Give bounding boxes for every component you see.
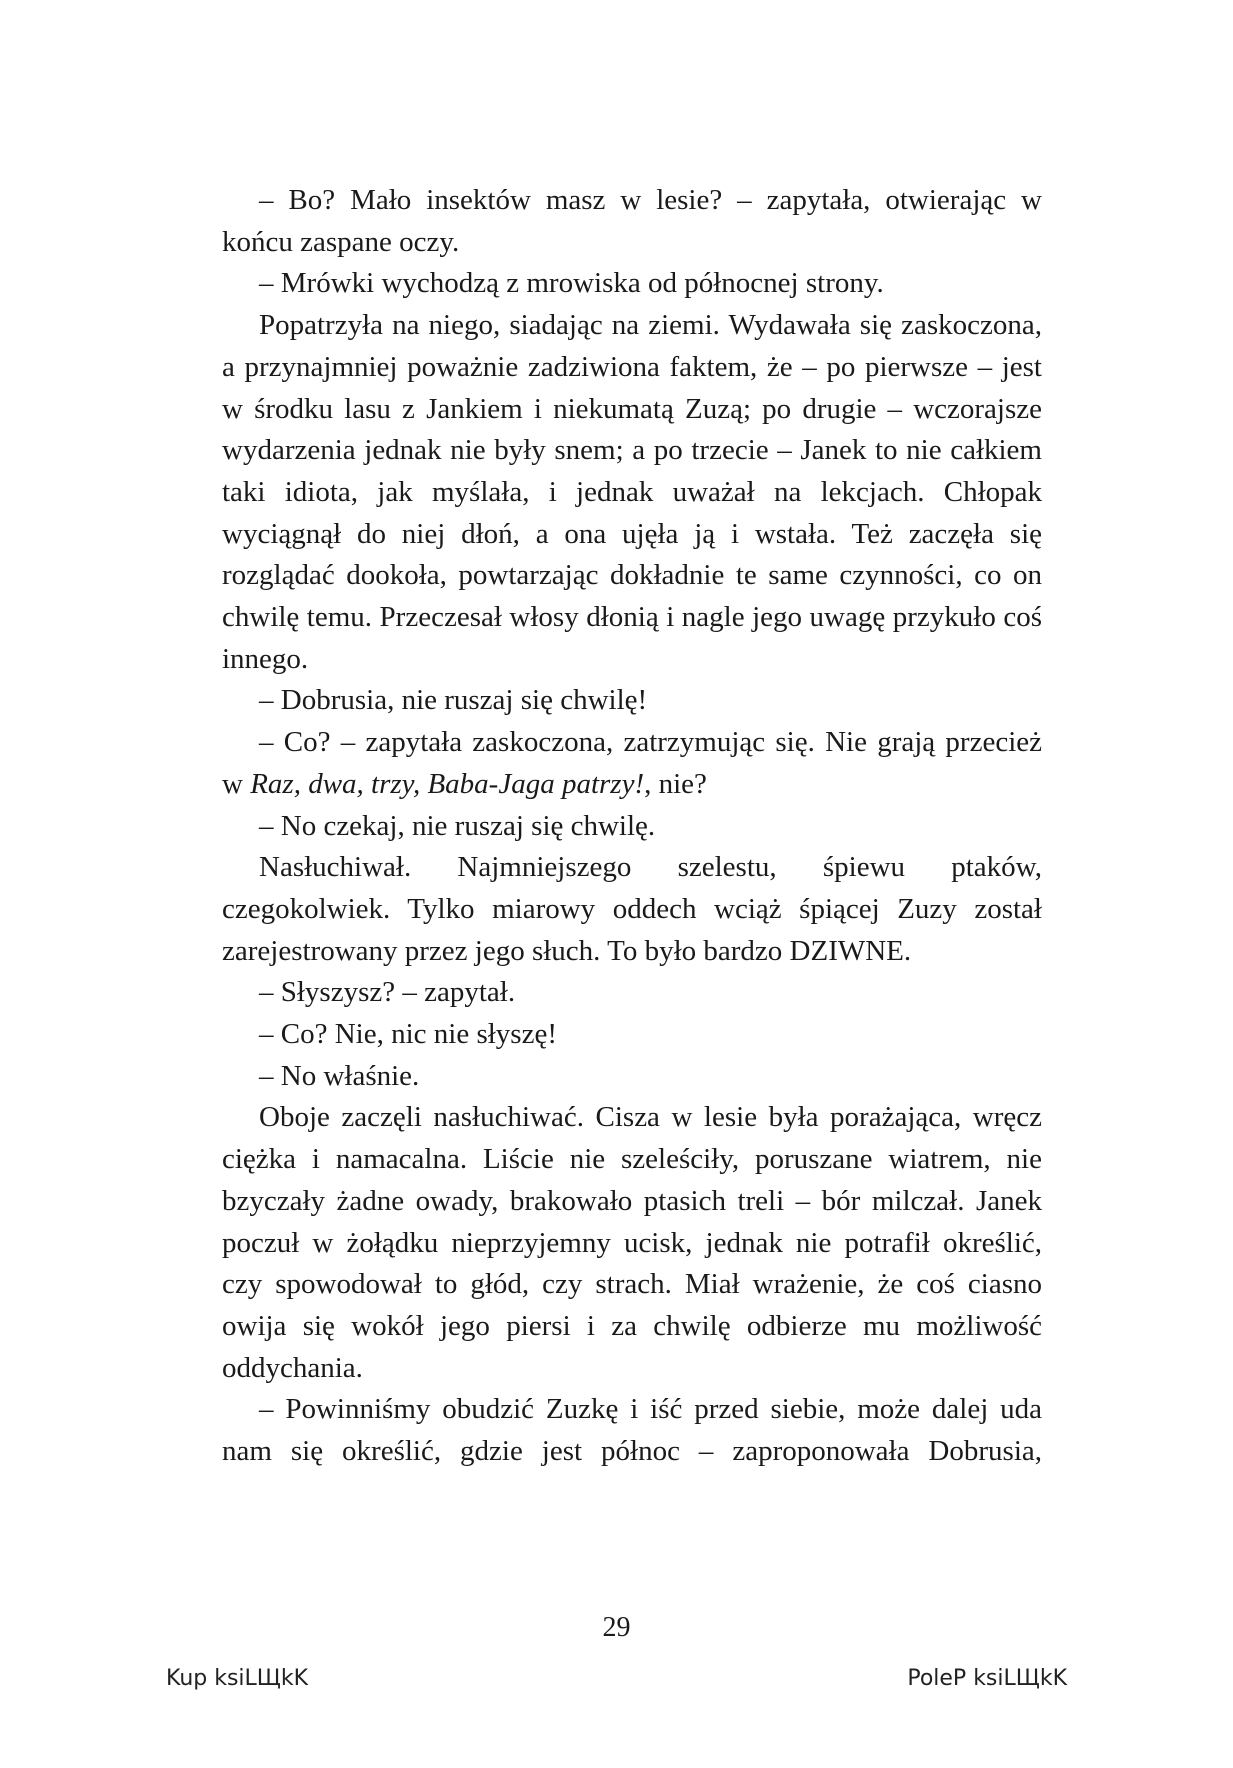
paragraph-text: – Co? – zapytała zaskoczona, zatrzymując się. Nie grają przecież w [222,726,1042,800]
paragraph: – Słyszysz? – zapytał. [259,976,516,1009]
paragraph [222,722,1042,805]
paragraph-text: , nie? [644,767,707,800]
paragraph: Nasłuchiwał. Najmniejszego szelestu, śpiewu ptaków, czegokolwiek. Tylko miarowy oddech wciąż śpiącej Zuzy został zarejestrowany przez jego słuch. To było bardzo DZIWNE. [222,851,1042,967]
footer-buy-book: Kup ksiLЩkK [166,1666,309,1691]
paragraph: – Bo? Mało insektów masz w lesie? – zapytała, otwierając w końcu zaspane oczy. [222,184,1042,258]
paragraph: – Mrówki wychodzą z mrowiska od północnej strony. [259,267,884,300]
footer-recommend-book: PoleP ksiLЩkK [907,1666,1067,1691]
paragraph: – Dobrusia, nie ruszaj się chwilę! [259,684,648,717]
paragraph: Oboje zaczęli nasłuchiwać. Cisza w lesie była porażająca, wręcz ciężka i namacalna. Liście nie szeleściły, poruszane wiatrem, nie bzyczały żadne owady, brakowało ptasich treli – bór milczał. Janek poczuł w żołądku nieprzyjemny ucisk, jednak nie potrafił określić, czy spowodował to głód, czy strach. Miał wrażenie, że coś ciasno owija się wokół jego piersi i za chwilę odbierze mu możliwość oddychania. [222,1101,1042,1384]
paragraph: – Powinniśmy obudzić Zuzkę i iść przed siebie, może dalej uda nam się określić, gdzie jest północ – zaproponowała Dobrusia, [222,1393,1042,1468]
paragraph: – Co? Nie, nic nie słyszę! [259,1018,557,1051]
paragraph: – No czekaj, nie ruszaj się chwilę. [259,809,656,842]
body-text [222,180,1042,1473]
paragraph: – No właśnie. [259,1059,420,1092]
paragraph: Popatrzyła na niego, siadając na ziemi. Wydawała się zaskoczona, a przynajmniej poważnie zadziwiona faktem, że – po pierwsze – jest w środku lasu z Jankiem i niekumatą Zuzą; po drugie – wczorajsze wydarzenia jednak nie były snem; a po trzecie – Janek to nie całkiem taki idiota, jak myślała, i jednak uważał na lekcjach. Chłopak wyciągnął do niej dłoń, a ona ujęła ją i wstała. Też zaczęła się rozglądać dookoła, powtarzając dokładnie te same czynności, co on chwilę temu. Przeczesał włosy dłonią i nagle jego uwagę przykuło coś innego. [222,309,1042,675]
game-title-italic: Raz, dwa, trzy, Baba-Jaga patrzy! [250,767,645,800]
page-number: 29 [602,1612,631,1643]
